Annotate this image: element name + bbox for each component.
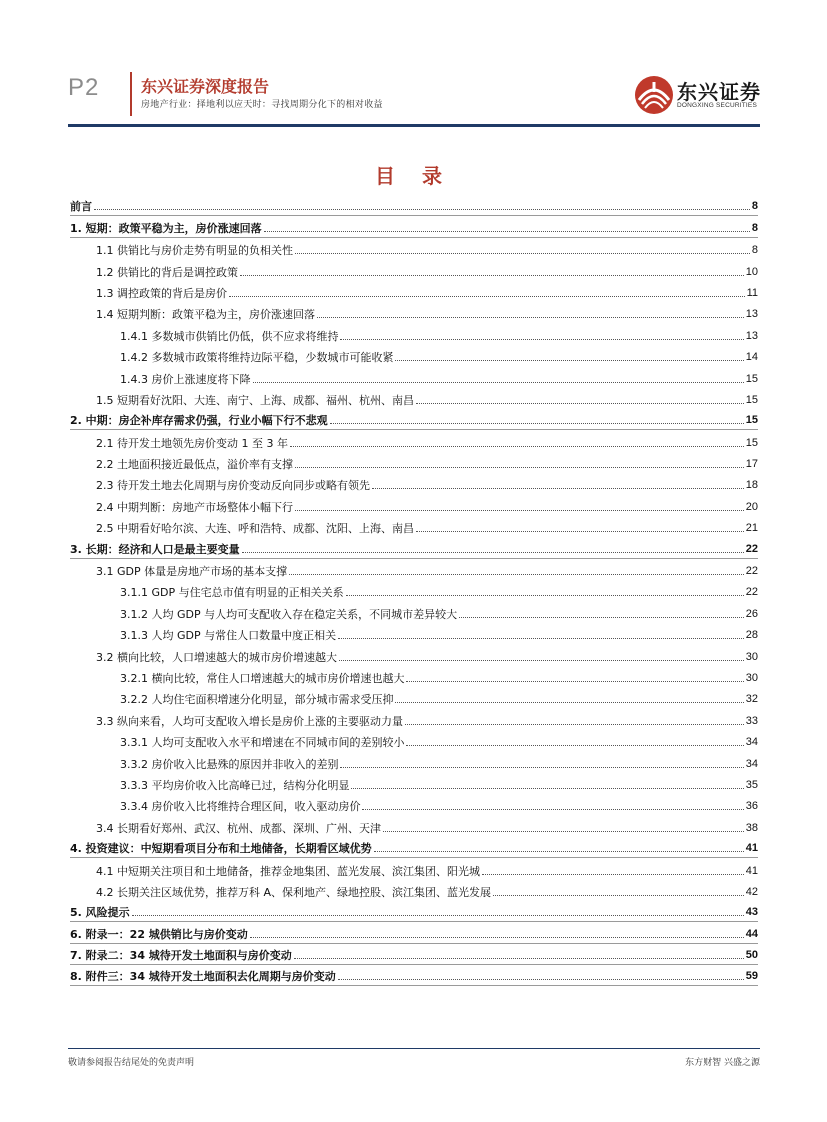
toc-entry-page: 13 xyxy=(745,329,758,342)
toc-entry-page: 41 xyxy=(745,864,758,877)
toc-entry-page: 18 xyxy=(745,479,758,492)
toc-entry-page: 22 xyxy=(745,586,758,599)
toc-leader-dots xyxy=(346,595,744,596)
toc-entry-page: 59 xyxy=(745,970,758,983)
toc-entry-title: 3.3.4 房价收入比将维持合理区间，收入驱动房价 xyxy=(120,800,361,814)
toc-entry[interactable] xyxy=(70,880,758,901)
logo-emblem-icon xyxy=(633,74,675,116)
toc-leader-dots xyxy=(340,767,743,768)
toc-entry-page: 11 xyxy=(746,286,758,299)
toc-entry-title: 1.5 短期看好沈阳、大连、南宁、上海、成都、福州、杭州、南昌 xyxy=(96,393,414,407)
toc-leader-dots xyxy=(416,531,744,532)
toc-entry-page: 22 xyxy=(745,565,758,578)
toc-leader-dots xyxy=(405,724,744,725)
toc-entry[interactable] xyxy=(70,922,758,943)
toc-entry-page: 22 xyxy=(745,542,758,555)
toc-leader-dots xyxy=(242,552,744,553)
toc-leader-dots xyxy=(264,231,750,232)
toc-entry-page: 38 xyxy=(745,821,758,834)
toc-entry-title: 3.1.3 人均 GDP 与常住人口数量中度正相关 xyxy=(120,629,337,643)
toc-entry[interactable] xyxy=(70,302,758,323)
toc-entry-page: 8 xyxy=(751,221,758,234)
toc-entry-page: 30 xyxy=(745,671,758,684)
toc-entry-page: 26 xyxy=(745,607,758,620)
toc-entry-title: 1.4.1 多数城市供销比仍低，供不应求将维持 xyxy=(120,329,339,343)
toc-entry-page: 33 xyxy=(745,714,758,727)
toc-entry[interactable] xyxy=(70,815,758,836)
toc-entry-page: 14 xyxy=(745,351,758,364)
toc-leader-dots xyxy=(289,574,744,575)
toc-entry[interactable] xyxy=(70,773,758,794)
toc-entry-page: 35 xyxy=(745,778,758,791)
toc-leader-dots xyxy=(406,681,743,682)
toc-entry[interactable] xyxy=(70,858,758,879)
toc-entry-title: 3.2.2 人均住宅面积增速分化明显，部分城市需求受压抑 xyxy=(120,693,394,707)
toc-entry[interactable] xyxy=(70,409,758,430)
toc-entry-page: 42 xyxy=(745,885,758,898)
toc-entry-title: 4.2 长期关注区域优势，推荐万科 A、保利地产、绿地控股、滨江集团、蓝光发展 xyxy=(96,885,492,899)
toc-entry-title: 1.4.3 房价上涨速度将下降 xyxy=(120,372,251,386)
toc-entry-title: 3.2 横向比较，人口增速越大的城市房价增速越大 xyxy=(96,650,337,664)
toc-entry-page: 15 xyxy=(745,436,758,449)
toc-entry-title: 8. 附件三：34 城待开发土地面积去化周期与房价变动 xyxy=(70,970,336,984)
toc-leader-dots xyxy=(459,617,744,618)
report-brand-title: 东兴证券深度报告 xyxy=(141,77,270,96)
toc-leader-dots xyxy=(132,915,744,916)
toc-entry-title: 3.4 长期看好郑州、武汉、杭州、成都、深圳、广州、天津 xyxy=(96,821,381,835)
toc-entry-page: 30 xyxy=(745,650,758,663)
company-logo xyxy=(633,74,763,118)
toc-entry-page: 15 xyxy=(745,414,758,427)
toc-leader-dots xyxy=(240,275,744,276)
toc-leader-dots xyxy=(338,638,744,639)
toc-entry-title: 2. 中期：房企补库存需求仍强，行业小幅下行不悲观 xyxy=(70,414,328,428)
toc-entry[interactable] xyxy=(70,944,758,965)
toc-entry-page: 28 xyxy=(745,629,758,642)
toc-leader-dots xyxy=(330,423,744,424)
page-number: P2 xyxy=(68,74,100,101)
toc-entry-page: 44 xyxy=(745,927,758,940)
toc-entry-page: 20 xyxy=(745,500,758,513)
toc-entry-title: 5. 风险提示 xyxy=(70,906,130,920)
toc-entry[interactable] xyxy=(70,837,758,858)
toc-entry-page: 41 xyxy=(745,842,758,855)
toc-leader-dots xyxy=(362,809,743,810)
toc-entry[interactable] xyxy=(70,644,758,665)
toc-leader-dots xyxy=(493,895,744,896)
toc-leader-dots xyxy=(294,958,744,959)
toc-entry[interactable] xyxy=(70,751,758,772)
toc-entry-title: 1.2 供销比的背后是调控政策 xyxy=(96,265,238,279)
toc-entry[interactable] xyxy=(70,601,758,622)
toc-entry-title: 2.2 土地面积接近最低点，溢价率有支撑 xyxy=(96,458,293,472)
toc-entry[interactable] xyxy=(70,323,758,344)
toc-entry-page: 8 xyxy=(751,200,758,213)
toc-entry-title: 2.1 待开发土地领先房价变动 1 至 3 年 xyxy=(96,436,288,450)
toc-entry-title: 1.4 短期判断：政策平稳为主，房价涨速回落 xyxy=(96,308,315,322)
toc-entry[interactable] xyxy=(70,708,758,729)
toc-entry-title: 3.2.1 横向比较，常住人口增速越大的城市房价增速也越大 xyxy=(120,671,405,685)
toc-entry[interactable] xyxy=(70,388,758,409)
toc-entry-page: 13 xyxy=(745,308,758,321)
footer-disclaimer: 敬请参阅报告结尾处的免责声明 xyxy=(68,1058,195,1068)
toc-entry[interactable] xyxy=(70,238,758,259)
toc-entry[interactable] xyxy=(70,687,758,708)
toc-leader-dots xyxy=(383,831,744,832)
toc-list xyxy=(70,195,758,986)
toc-leader-dots xyxy=(395,360,743,361)
toc-entry-title: 3.3.1 人均可支配收入水平和增速在不同城市间的差别较小 xyxy=(120,736,405,750)
toc-entry[interactable] xyxy=(70,901,758,922)
toc-entry[interactable] xyxy=(70,195,758,216)
toc-entry[interactable] xyxy=(70,537,758,558)
toc-entry[interactable] xyxy=(70,430,758,451)
toc-entry-title: 前言 xyxy=(70,200,92,214)
toc-entry[interactable] xyxy=(70,580,758,601)
toc-entry-title: 6. 附录一：22 城供销比与房价变动 xyxy=(70,927,248,941)
toc-entry-title: 2.3 待开发土地去化周期与房价变动反向同步或略有领先 xyxy=(96,479,370,493)
logo-text-cn: 东兴证券 xyxy=(677,80,761,104)
toc-entry-title: 2.5 中期看好哈尔滨、大连、呼和浩特、成都、沈阳、上海、南昌 xyxy=(96,522,414,536)
toc-leader-dots xyxy=(374,851,744,852)
toc-leader-dots xyxy=(295,253,750,254)
footer-rule xyxy=(68,1048,760,1049)
header-rule xyxy=(68,124,760,127)
toc-entry-page: 8 xyxy=(751,244,758,257)
toc-entry[interactable] xyxy=(70,473,758,494)
toc-leader-dots xyxy=(229,296,745,297)
toc-title: 目 录 xyxy=(375,164,452,188)
toc-entry[interactable] xyxy=(70,452,758,473)
toc-leader-dots xyxy=(339,660,744,661)
toc-entry[interactable] xyxy=(70,345,758,366)
toc-leader-dots xyxy=(395,702,743,703)
toc-entry-title: 1.4.2 多数城市政策将维持边际平稳，少数城市可能收紧 xyxy=(120,351,394,365)
toc-leader-dots xyxy=(253,382,744,383)
toc-leader-dots xyxy=(338,979,744,980)
toc-entry[interactable] xyxy=(70,494,758,515)
header-divider xyxy=(130,72,132,116)
toc-leader-dots xyxy=(351,788,743,789)
toc-entry-page: 36 xyxy=(745,800,758,813)
toc-leader-dots xyxy=(406,745,743,746)
toc-leader-dots xyxy=(250,937,744,938)
toc-entry[interactable] xyxy=(70,216,758,237)
toc-leader-dots xyxy=(340,339,743,340)
toc-entry-title: 4.1 中短期关注项目和土地储备，推荐金地集团、蓝光发展、滨江集团、阳光城 xyxy=(96,864,480,878)
toc-entry-title: 3.1.2 人均 GDP 与人均可支配收入存在稳定关系，不同城市差异较大 xyxy=(120,607,458,621)
report-subtitle: 房地产行业：择地利以应天时：寻找周期分化下的相对收益 xyxy=(141,100,383,110)
logo-text-en: DONGXING SECURITIES xyxy=(677,102,758,109)
toc-entry[interactable] xyxy=(70,559,758,580)
toc-entry-title: 3. 长期：经济和人口是最主要变量 xyxy=(70,542,240,556)
toc-entry-page: 15 xyxy=(745,372,758,385)
toc-entry-page: 32 xyxy=(745,693,758,706)
toc-leader-dots xyxy=(317,317,744,318)
toc-leader-dots xyxy=(290,446,744,447)
toc-entry-page: 17 xyxy=(745,458,758,471)
toc-entry-title: 1.1 供销比与房价走势有明显的负相关性 xyxy=(96,244,293,258)
toc-entry-title: 1. 短期：政策平稳为主，房价涨速回落 xyxy=(70,221,262,235)
toc-entry[interactable] xyxy=(70,623,758,644)
toc-entry-title: 3.3.2 房价收入比悬殊的原因并非收入的差别 xyxy=(120,757,339,771)
toc-entry[interactable] xyxy=(70,516,758,537)
toc-entry-title: 2.4 中期判断：房地产市场整体小幅下行 xyxy=(96,500,293,514)
toc-entry-page: 34 xyxy=(745,757,758,770)
toc-entry[interactable] xyxy=(70,794,758,815)
toc-entry-title: 1.3 调控政策的背后是房价 xyxy=(96,286,227,300)
toc-entry-title: 3.3 纵向来看，人均可支配收入增长是房价上涨的主要驱动力量 xyxy=(96,714,403,728)
toc-leader-dots xyxy=(416,403,744,404)
toc-entry-page: 15 xyxy=(745,393,758,406)
toc-entry-title: 3.3.3 平均房价收入比高峰已过，结构分化明显 xyxy=(120,778,350,792)
toc-entry-title: 3.1.1 GDP 与住宅总市值有明显的正相关关系 xyxy=(120,586,344,600)
toc-leader-dots xyxy=(482,874,744,875)
toc-entry-title: 3.1 GDP 体量是房地产市场的基本支撑 xyxy=(96,565,288,579)
toc-entry-page: 50 xyxy=(745,949,758,962)
toc-entry-title: 7. 附录二：34 城待开发土地面积与房价变动 xyxy=(70,949,292,963)
toc-entry-page: 10 xyxy=(745,265,758,278)
footer-slogan: 东方财智 兴盛之源 xyxy=(685,1058,760,1068)
toc-entry-page: 34 xyxy=(745,736,758,749)
toc-entry-page: 21 xyxy=(745,522,758,535)
toc-entry-page: 43 xyxy=(745,906,758,919)
toc-entry[interactable] xyxy=(70,965,758,986)
toc-leader-dots xyxy=(295,467,744,468)
toc-entry[interactable] xyxy=(70,730,758,751)
toc-entry[interactable] xyxy=(70,366,758,387)
toc-entry[interactable] xyxy=(70,259,758,280)
toc-entry[interactable] xyxy=(70,666,758,687)
toc-entry-title: 4. 投资建议：中短期看项目分布和土地储备，长期看区域优势 xyxy=(70,842,372,856)
toc-entry[interactable] xyxy=(70,281,758,302)
toc-leader-dots xyxy=(94,209,750,210)
toc-leader-dots xyxy=(372,488,744,489)
toc-leader-dots xyxy=(295,510,744,511)
